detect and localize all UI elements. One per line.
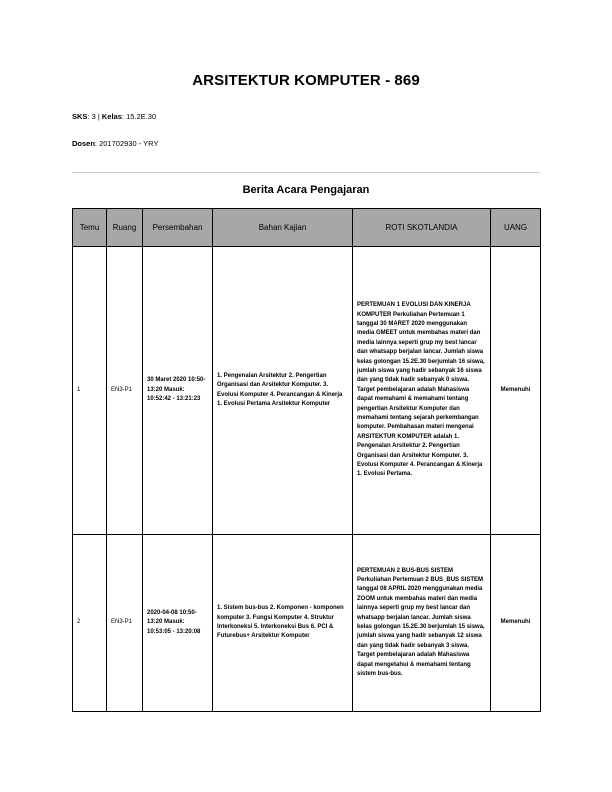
header-bahan-kajian: Bahan Kajian bbox=[213, 209, 353, 247]
table-row bbox=[73, 247, 541, 535]
document-title: ARSITEKTUR KOMPUTER - 869 bbox=[192, 72, 420, 89]
table-row bbox=[73, 535, 541, 712]
cell-roti-skotlandia bbox=[353, 535, 491, 712]
cell-persembahan: 30 Maret 2020 10:50-13:20 Masuk: 10:52:42 - 13:21:23 bbox=[143, 247, 213, 535]
dosen-label: Dosen bbox=[72, 139, 95, 148]
roti-text: PERTEMUAN 2 BUS-BUS SISTEM Perkuliahan Pertemuan 2 BUS_BUS SISTEM tanggal 08 APRIL 2020 menggunakan media ZOOM untuk membahas materi dan media lainnya seperti grup my best lancar dan whatsapp berjalan lancar. Jumlah siswa kelas golongan 15.2E.30 berjumlah 15 siswa, jumlah siswa yang hadir sebanyak 12 siswa dan yang tidak hadir sebanyak 3 siswa. Target pembelajaran adalah Mahasiswa dapat mengetahui & memahami tentang sistem bus-bus. bbox=[357, 567, 485, 678]
cell-uang: Memenuhi bbox=[491, 535, 541, 712]
sks-value: : 3 | bbox=[87, 112, 102, 121]
header-persembahan: Persembahan bbox=[143, 209, 213, 247]
lecturer-info-line bbox=[72, 139, 158, 148]
roti-text: PERTEMUAN 1 EVOLUSI DAN KINERJA KOMPUTER Perkuliahan Pertemuan 1 tanggal 30 MARET 2020 menggunakan media GMEET untuk membahas materi dan media lainnya seperti grup my best lancar dan whatsapp berjalan lancar. Jumlah siswa kelas golongan 15.2E.30 berjumlah 16 siswa, jumlah siswa yang hadir sebanyak 16 siswa dan yang tidak hadir sebanyak 0 siswa. Target pembelajaran adalah Mahasiswa dapat memahami & memahami tentang pengertian Arsitektur Komputer dan memahami tentang sejarah perkembangan komputer. Pembahasan materi mengenai ARSITEKTUR KOMPUTER adalah 1. Pengenalan Arsitektur 2. Pengertian Organisasi dan Arsitektur Komputer. 3. Evolusi Komputer 4. Perancangan & Kinerja 1. Evolusi Pertama. bbox=[357, 302, 485, 478]
cell-ruang: EN3-P1 bbox=[107, 535, 143, 712]
section-title: Berita Acara Pengajaran bbox=[242, 184, 370, 196]
course-info-line bbox=[72, 112, 156, 121]
header-roti-skotlandia: ROTI SKOTLANDIA bbox=[353, 209, 491, 247]
table-header-row bbox=[73, 209, 541, 247]
header-temu: Temu bbox=[73, 209, 107, 247]
kelas-value: : 15.2E.30 bbox=[121, 112, 157, 121]
cell-temu: 1 bbox=[73, 247, 107, 535]
header-uang: UANG bbox=[491, 209, 541, 247]
teaching-record-table bbox=[72, 208, 541, 712]
cell-roti-skotlandia bbox=[353, 247, 491, 535]
cell-persembahan: 2020-04-08 10:50-13:20 Masuk: 10:53:05 - 13:20:08 bbox=[143, 535, 213, 712]
cell-bahan-kajian: 1. Pengenalan Arsitektur 2. Pengertian Organisasi dan Arsitektur Komputer. 3. Evolusi Komputer 4. Perancangan & Kinerja 1. Evolusi Pertama Arsitektur Komputer bbox=[213, 247, 353, 535]
divider bbox=[72, 172, 540, 173]
header-ruang: Ruang bbox=[107, 209, 143, 247]
dosen-value: : 201702930 - YRY bbox=[94, 139, 159, 148]
cell-ruang: EN3-P1 bbox=[107, 247, 143, 535]
sks-label: SKS bbox=[72, 112, 88, 121]
cell-bahan-kajian: 1. Sistem bus-bus 2. Komponen - komponen komputer 3. Fungsi Komputer 4. Struktur Interkoneksi 5. Interkoneksi Bus 6. PCI & Futurebus+ Arsitektur Komputer bbox=[213, 535, 353, 712]
cell-uang: Memenuhi bbox=[491, 247, 541, 535]
kelas-label: Kelas bbox=[101, 112, 122, 121]
cell-temu: 2 bbox=[73, 535, 107, 712]
